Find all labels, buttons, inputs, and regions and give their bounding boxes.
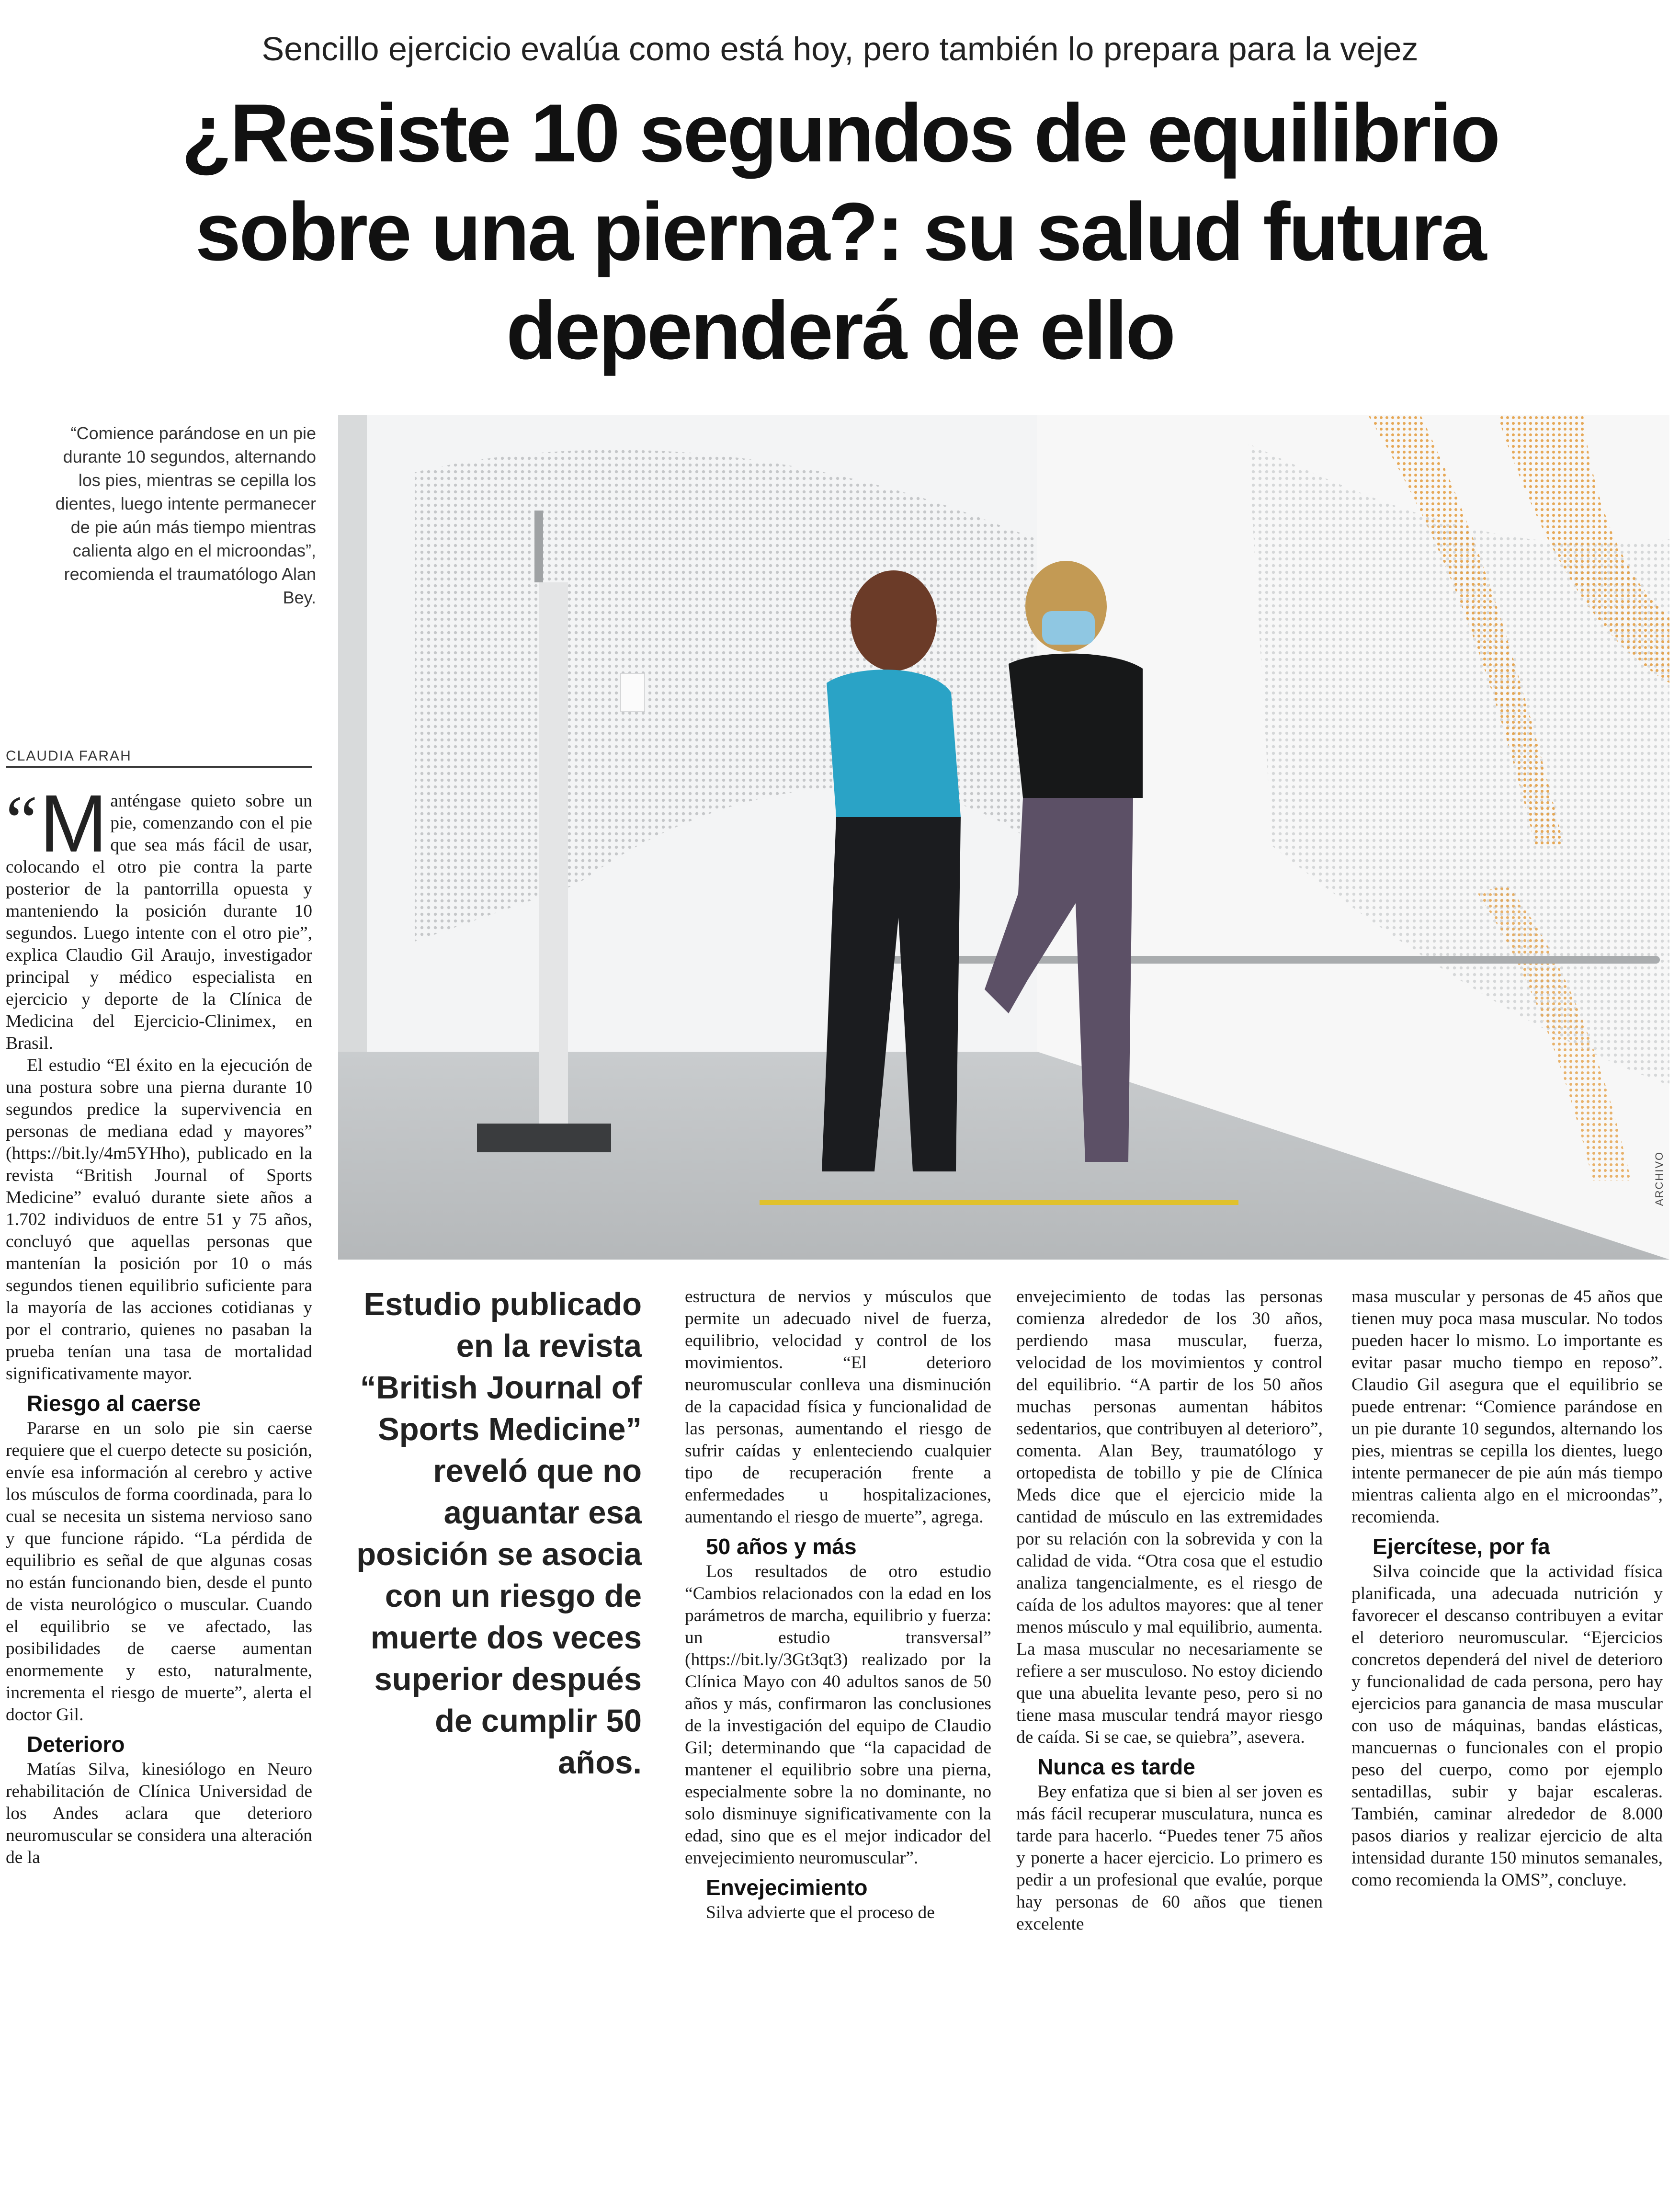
article-photo bbox=[338, 415, 1669, 1260]
headline-line: sobre una pierna?: su salud futura bbox=[195, 186, 1485, 278]
byline: CLAUDIA FARAH bbox=[6, 748, 312, 768]
subheading: Deterioro bbox=[27, 1732, 125, 1757]
paragraph: envejecimiento de todas las personas comienza alrededor de los 30 años, perdiendo masa muscular, fuerza, velocidad de los movimientos y control del equilibrio. “A partir de los 50 años muchas personas aumentan hábitos sedentarios, que contribuyen al deterioro”, comenta. Alan Bey, traumatólogo y ortopedista de tobillo y pie de Clínica Meds dice que el ejercicio mide la cantidad de músculo en las extremidades por su relación con la sobrevida y con la calidad de vida. “Otra cosa que el estudio analiza tangencialmente, es el riesgo de caída de los adultos mayores: que al tener menos músculo y mal equilibrio, aumenta. La masa muscular no necesariamente se refiere a ser musculoso. No estoy diciendo que una abuelita levante peso, pero si no tiene masa muscular tendrá mayor riesgo de caída. Si se cae, se quiebra”, asevera. bbox=[1016, 1287, 1323, 1747]
column-1 bbox=[6, 778, 312, 1869]
intro-quote: “Comience parándose en un pie durante 10 segundos, alternando los pies, mientras se cepilla los dientes, luego intente permanecer de pie aún más tiempo mientras calienta algo en el microondas”, recomienda el traumatólogo Alan Bey. bbox=[55, 423, 316, 607]
dropcap-quote: “ bbox=[6, 781, 38, 861]
subheading: Ejercítese, por fa bbox=[1373, 1534, 1550, 1559]
dropcap-letter: M bbox=[39, 778, 108, 869]
subheading: Nunca es tarde bbox=[1037, 1754, 1195, 1779]
subheading: Envejecimiento bbox=[706, 1875, 868, 1900]
paragraph: Silva coincide que la actividad física planificada, una adecuada nutrición y favorecer el descanso contribuyen a evitar el deterioro neuromuscular. “Ejercicios concretos dependerá del nivel de deterioro y funcionalidad de cada persona, pero hay ejercicios para ganancia de masa muscular con uso de máquinas, bandas elásticas, mancuernas o funcionales con el propio peso del cuerpo, como por ejemplo sentadillas, subir y bajar escaleras. También, caminar alrededor de 8.000 pasos diarios y realizar ejercicio de alta intensidad durante 150 minutos semanales, como recomienda la OMS”, concluye. bbox=[1351, 1562, 1663, 1890]
headline-line: ¿Resiste 10 segundos de equilibrio bbox=[181, 87, 1499, 179]
paragraph-text: anténgase quieto sobre un pie, comenzando con el pie que sea más fácil de usar, colocando el otro pie contra la parte posterior de la pantorrilla opuesta y manteniendo la posición durante 10 segundos. Luego intente con el otro pie”, explica Claudio Gil Araujo, investigador principal y médico especialista en ejercicio y deporte de la Clínica de Medicina del Ejercicio-Clinimex, en Brasil. bbox=[6, 791, 312, 1053]
paragraph: masa muscular y personas de 45 años que tienen muy poca masa muscular. No todos pueden hacer lo mismo. Lo importante es evitar pasar mucho tiempo en reposo”. Claudio Gil asegura que el equilibrio se puede entrenar: “Comience parándose en un pie durante 10 segundos, alternando los pies, mientras se cepilla los dientes, luego intente permanecer de pie aún más tiempo mientras calienta algo en el microondas”, recomienda. bbox=[1351, 1287, 1663, 1527]
column-3 bbox=[685, 1286, 991, 1924]
article-headline bbox=[72, 84, 1608, 380]
paragraph: Matías Silva, kinesiólogo en Neuro rehabilitación de Clínica Universidad de los Andes aclara que deterioro neuromuscular se considera una alteración de la bbox=[6, 1760, 312, 1867]
subheading: Riesgo al caerse bbox=[27, 1391, 201, 1416]
paragraph: Silva advierte que el proceso de bbox=[706, 1903, 935, 1922]
column-5 bbox=[1351, 1286, 1663, 1891]
column-4 bbox=[1016, 1286, 1323, 1935]
headline-line: dependerá de ello bbox=[506, 284, 1174, 376]
paragraph: Los resultados de otro estudio “Cambios relacionados con la edad en los parámetros de marcha, equilibrio y fuerza: un estudio transversal” (https://bit.ly/3Gt3qt3) realizado por la Clínica Mayo con 40 adultos sanos de 50 años y más, confirmaron las conclusiones de la investigación del equipo de Claudio Gil; determinando que “la capacidad de mantener el equilibrio sobre una pierna, especialmente sobre la no dominante, no solo disminuye significativamente con la edad, sino que es el mejor indicador del envejecimiento neuromuscular”. bbox=[685, 1562, 991, 1868]
paragraph: estructura de nervios y músculos que permite un adecuado nivel de fuerza, equilibrio, velocidad y control de los movimientos. “El deterioro neuromuscular conlleva una disminución de la capacidad física y funcionalidad de las personas, aumentando el riesgo de sufrir caídas y enlenteciendo cualquier tipo de recuperación frente a enfermedades u hospitalizaciones, aumentando el riesgo de muerte”, agrega. bbox=[685, 1287, 991, 1527]
article-kicker: Sencillo ejercicio evalúa como está hoy, pero también lo prepara para la vejez bbox=[261, 30, 1419, 68]
paragraph: Bey enfatiza que si bien al ser joven es más fácil recuperar musculatura, nunca es tarde para hacerlo. “Puedes tener 75 años y ponerte a hacer ejercicio. Lo primero es pedir a un profesional que evalúe, porque hay personas de 60 años que tienen excelente bbox=[1016, 1782, 1323, 1934]
paragraph: El estudio “El éxito en la ejecución de una postura sobre una pierna durante 10 segundos predice la supervivencia en personas de mediana edad y mayores” (https://bit.ly/4m5YHho), publicado en la revista “British Journal of Sports Medicine” evaluó durante siete años a 1.702 individuos de entre 51 y 75 años, concluyó que aquellas personas que mantenían la posición por 10 o más segundos tienen equilibrio suficiente para la mayoría de las acciones cotidianas y por el contrario, quienes no pasaban la prueba tenían una tasa de mortalidad significativamente mayor. bbox=[6, 1056, 312, 1384]
subheading: 50 años y más bbox=[706, 1534, 857, 1559]
paragraph: Pararse en un solo pie sin caerse requiere que el cuerpo detecte su posición, envíe esa información al cerebro y active los músculos de forma coordinada, para lo cual se necesita un sistema nervioso sano y que funcione rápido. “La pérdida de equilibrio es señal de que algunas cosas no están funcionando bien, desde el punto de vista neurológico o muscular. Cuando el equilibrio se ve afectado, las posibilidades de caerse aumentan enormemente y esto, naturalmente, incrementa el riesgo de muerte”, alerta el doctor Gil. bbox=[6, 1419, 312, 1725]
photo-illustration bbox=[338, 415, 1669, 1260]
pull-quote: Estudio publicado en la revista “British Journal of Sports Medicine” reveló que no aguantar esa posición se asocia con un riesgo de muerte dos veces superior después de cumplir 50 años. bbox=[356, 1286, 642, 1781]
paragraph bbox=[6, 778, 312, 1055]
photo-credit: ARCHIVO bbox=[1653, 1151, 1665, 1206]
